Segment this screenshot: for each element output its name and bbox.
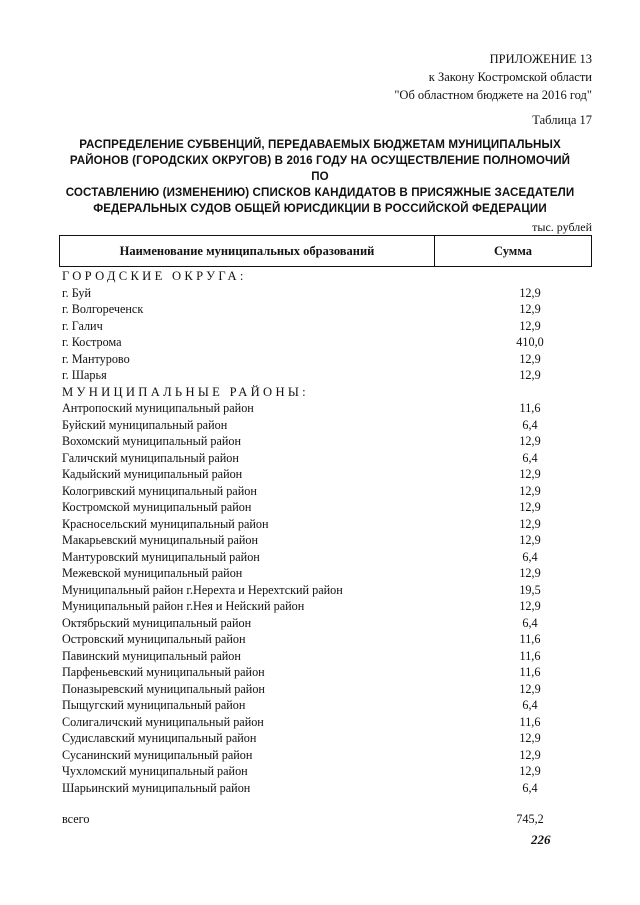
table-row <box>62 318 582 335</box>
column-header-sum: Сумма <box>494 243 532 258</box>
row-value: 11,6 <box>519 632 541 646</box>
total-label: всего <box>62 812 90 826</box>
table-row <box>62 714 582 731</box>
row-value: 19,5 <box>519 582 541 597</box>
row-value: 12,9 <box>519 318 541 333</box>
row-name: г. Волгореченск <box>62 302 144 316</box>
row-name: Поназыревский муниципальный район <box>62 681 265 696</box>
row-name: Муниципальный район г.Нея и Нейский район <box>62 599 305 613</box>
table-number: Таблица 17 <box>532 113 592 127</box>
section-heading: ГОРОДСКИЕ ОКРУГА: <box>62 269 247 283</box>
table-row <box>62 565 582 582</box>
document-title <box>60 137 580 217</box>
row-name: Антропоский муниципальный район <box>62 401 254 415</box>
row-name: Макарьевский муниципальный район <box>62 533 259 547</box>
total-row <box>62 812 582 828</box>
row-name: Чухломский муниципальный район <box>62 764 248 778</box>
table-row <box>62 763 582 780</box>
appendix-header <box>394 50 592 104</box>
row-name: г. Шарья <box>62 368 107 382</box>
section-heading: МУНИЦИПАЛЬНЫЕ РАЙОНЫ: <box>62 384 309 399</box>
table-row <box>62 483 582 500</box>
table-row <box>62 301 582 318</box>
table-row <box>62 532 582 549</box>
row-name: Красносельский муниципальный район <box>62 516 269 531</box>
row-name: Октябрьский муниципальный район <box>62 615 252 630</box>
table-row <box>62 747 582 764</box>
row-name: Кадыйский муниципальный район <box>62 467 243 481</box>
table-row <box>62 549 582 566</box>
table-row <box>62 367 582 384</box>
row-name: Парфеньевский муниципальный район <box>62 665 265 679</box>
row-name: Муниципальный район г.Нерехта и Нерехтский район <box>62 582 343 597</box>
row-name: Сусанинский муниципальный район <box>62 747 253 762</box>
row-value: 12,9 <box>519 599 541 613</box>
row-name: Галичский муниципальный район <box>62 450 239 465</box>
law-title: "Об областном бюджете на 2016 год" <box>394 88 592 102</box>
row-value: 12,9 <box>519 533 541 547</box>
units-label: тыс. рублей <box>532 220 592 234</box>
row-name: г. Мантурово <box>62 351 130 366</box>
row-value: 12,9 <box>519 516 541 531</box>
table-row <box>62 631 582 648</box>
row-value: 12,9 <box>519 467 541 481</box>
row-name: Шарьинский муниципальный район <box>62 780 251 795</box>
column-header-name: Наименование муниципальных образований <box>60 236 435 266</box>
row-value: 12,9 <box>519 681 541 696</box>
row-name: г. Галич <box>62 318 103 333</box>
table-row <box>62 417 582 434</box>
table-row <box>62 598 582 615</box>
row-value: 6,4 <box>522 549 538 564</box>
row-value: 11,6 <box>519 714 541 729</box>
row-name: Межевской муниципальный район <box>62 566 243 580</box>
table-row <box>62 450 582 467</box>
row-name: Судиславский муниципальный район <box>62 731 257 745</box>
row-name: Солигаличский муниципальный район <box>62 714 264 729</box>
row-name: Павинский муниципальный район <box>62 648 241 663</box>
row-value: 12,9 <box>519 764 541 778</box>
table-row <box>62 615 582 632</box>
row-value: 6,4 <box>522 780 538 795</box>
row-value: 12,9 <box>519 368 541 382</box>
page-number: 226 <box>531 832 551 847</box>
row-value: 12,9 <box>519 747 541 762</box>
row-name: г. Кострома <box>62 335 122 349</box>
row-name: Буйский муниципальный район <box>62 417 228 432</box>
row-value: 6,4 <box>522 450 538 465</box>
row-value: 12,9 <box>519 731 541 745</box>
table-row <box>62 681 582 698</box>
table-row <box>62 516 582 533</box>
row-name: Пыщугский муниципальный район <box>62 698 246 712</box>
row-value: 12,9 <box>519 351 541 366</box>
table-row <box>62 466 582 483</box>
table-row <box>62 730 582 747</box>
row-value: 410,0 <box>516 335 544 349</box>
row-value: 11,6 <box>519 648 541 663</box>
table-row <box>62 664 582 681</box>
table-row <box>62 351 582 368</box>
row-value: 12,9 <box>519 500 541 514</box>
row-name: г. Буй <box>62 285 92 300</box>
row-value: 11,6 <box>519 665 541 679</box>
table-body <box>62 268 582 796</box>
title-line: РАСПРЕДЕЛЕНИЕ СУБВЕНЦИЙ, ПЕРЕДАВАЕМЫХ БЮДЖЕТАМ МУНИЦИПАЛЬНЫХ <box>79 138 561 151</box>
table-header <box>59 235 592 267</box>
row-name: Вохомский муниципальный район <box>62 434 242 448</box>
table-row <box>62 334 582 351</box>
table-row <box>62 433 582 450</box>
row-value: 12,9 <box>519 285 541 300</box>
table-row <box>62 697 582 714</box>
row-name: Кологривский муниципальный район <box>62 483 257 498</box>
table-row <box>62 780 582 797</box>
row-value: 6,4 <box>522 417 538 432</box>
appendix-number: ПРИЛОЖЕНИЕ 13 <box>489 52 592 66</box>
row-name: Мантуровский муниципальный район <box>62 549 260 564</box>
table-row <box>62 582 582 599</box>
row-value: 6,4 <box>522 698 538 712</box>
table-row <box>62 499 582 516</box>
row-name: Островский муниципальный район <box>62 632 246 646</box>
row-value: 12,9 <box>519 483 541 498</box>
table-row <box>62 285 582 302</box>
title-line: ФЕДЕРАЛЬНЫХ СУДОВ ОБЩЕЙ ЮРИСДИКЦИИ В РОССИЙСКОЙ ФЕДЕРАЦИИ <box>93 202 547 215</box>
row-value: 12,9 <box>519 434 541 448</box>
row-value: 12,9 <box>519 566 541 580</box>
row-value: 12,9 <box>519 302 541 316</box>
row-name: Костромской муниципальный район <box>62 500 252 514</box>
title-line: РАЙОНОВ (ГОРОДСКИХ ОКРУГОВ) В 2016 ГОДУ НА ОСУЩЕСТВЛЕНИЕ ПОЛНОМОЧИЙ ПО <box>69 154 571 183</box>
table-row <box>62 648 582 665</box>
row-value: 11,6 <box>519 401 541 415</box>
title-line: СОСТАВЛЕНИЮ (ИЗМЕНЕНИЮ) СПИСКОВ КАНДИДАТОВ В ПРИСЯЖНЫЕ ЗАСЕДАТЕЛИ <box>65 186 575 199</box>
total-value: 745,2 <box>516 812 544 826</box>
law-reference: к Закону Костромской области <box>428 70 592 84</box>
row-value: 6,4 <box>522 615 538 630</box>
table-row <box>62 400 582 417</box>
